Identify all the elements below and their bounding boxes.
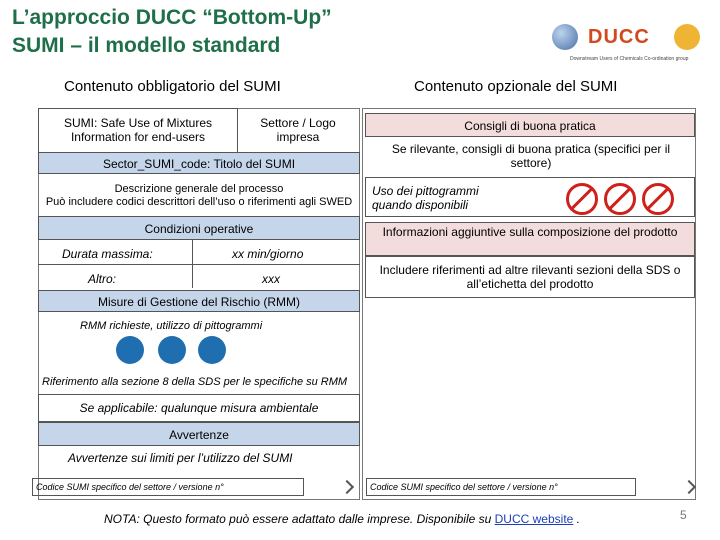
right-footer-code: Codice SUMI specifico del settore / versione n° (366, 478, 636, 496)
other-value: xxx (262, 272, 280, 286)
row-divider (38, 264, 360, 265)
warnings-text: Avvertenze sui limiti per l’utilizzo del SUMI (68, 451, 293, 465)
warnings-header: Avvertenze (38, 422, 360, 446)
logo-subtitle: Downstream Users of Chemicals Co-ordination group (570, 56, 689, 62)
sumi-code-title-bar: Sector_SUMI_code: Titolo del SUMI (38, 152, 360, 174)
slide-title (12, 4, 332, 60)
left-column-heading: Contenuto obbligatorio del SUMI (64, 78, 281, 95)
other-label: Altro: (88, 272, 117, 286)
max-duration-label: Durata massima: (62, 247, 153, 261)
additional-info-box: Includere riferimenti ad altre rilevanti sezioni della SDS o all’etichetta del prodotto (365, 256, 695, 298)
no-smoking-icon (566, 183, 598, 215)
no-flame-icon (642, 183, 674, 215)
note-prefix: NOTA: Questo formato può essere adattato dalle imprese. Disponibile su (104, 512, 495, 526)
rmm-text: RMM richieste, utilizzo di pittogrammi (80, 320, 263, 332)
right-column-heading: Contenuto opzionale del SUMI (414, 78, 618, 95)
note-text (104, 512, 580, 526)
title-line-2: SUMI – il modello standard (12, 34, 281, 57)
operating-conditions-header: Condizioni operative (38, 216, 360, 240)
face-shield-icon (116, 336, 144, 364)
ducc-website-link[interactable]: DUCC website (494, 512, 574, 526)
goggles-icon (158, 336, 186, 364)
additional-info-header: Informazioni aggiuntive sulla composizione del prodotto (365, 222, 695, 256)
sumi-header-left: SUMI: Safe Use of Mixtures Information for end-users (38, 108, 238, 156)
no-eating-drinking-icon (604, 183, 636, 215)
max-duration-value: xx min/giorno (232, 247, 304, 261)
logo-text: DUCC (588, 26, 650, 48)
rmm-header: Misure di Gestione del Rischio (RMM) (38, 290, 360, 312)
sector-logo-box: Settore / Logo impresa (260, 116, 336, 144)
pictogram-box: Uso dei pittogrammi quando disponibili (365, 177, 695, 217)
note-suffix: . (573, 512, 580, 526)
sds-section8-reference: Riferimento alla sezione 8 della SDS per le specifiche su RMM (42, 376, 348, 388)
title-line-1: L’approccio DUCC “Bottom-Up” (12, 6, 332, 29)
ducc-logo (548, 18, 708, 68)
column-divider (192, 240, 193, 288)
process-description: Descrizione generale del processo Può includere codici descrittori dell’uso o riferimenti agli SWED (45, 183, 353, 208)
environmental-measures-box: Se applicabile: qualunque misura ambientale (38, 394, 360, 422)
logo-cart-icon (674, 24, 700, 50)
logo-globe-icon (552, 24, 578, 50)
left-footer-code: Codice SUMI specifico del settore / versione n° (32, 478, 304, 496)
good-practice-text: Se rilevante, consigli di buona pratica (specifici per il settore) (391, 142, 671, 170)
glove-icon (198, 336, 226, 364)
page-number: 5 (680, 508, 687, 522)
good-practice-header: Consigli di buona pratica (365, 113, 695, 137)
